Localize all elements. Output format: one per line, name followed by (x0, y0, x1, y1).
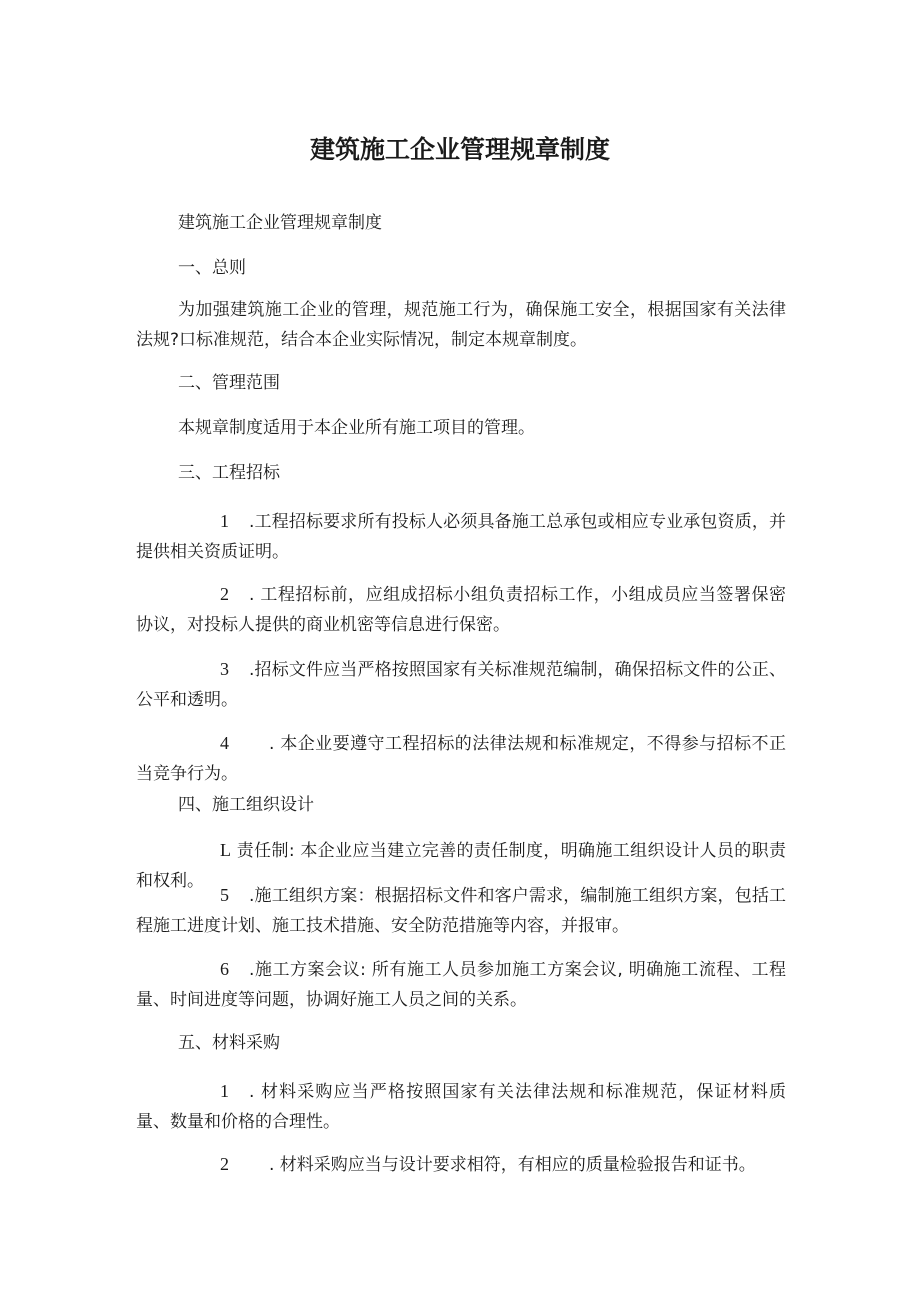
item-text: . 材料采购应当严格按照国家有关法律法规和标准规范，保证材料质量、数量和价格的合理性。 (136, 1082, 786, 1132)
section-heading-bidding: 三、工程招标 (178, 463, 280, 483)
scope-paragraph: 本规章制度适用于本企业所有施工项目的管理。 (178, 418, 535, 438)
item-number: 2 (220, 584, 229, 604)
item-number: 2 (220, 1154, 229, 1174)
document-subtitle: 建筑施工企业管理规章制度 (178, 213, 382, 233)
item-text: . 材料采购应当与设计要求相符，有相应的质量检验报告和证书。 (269, 1155, 756, 1175)
purchasing-item-1 (136, 1076, 786, 1137)
document-title: 建筑施工企业管理规章制度 (309, 135, 610, 164)
bidding-item-2 (136, 579, 786, 640)
section-heading-purchasing: 五、材料采购 (178, 1033, 280, 1053)
item-text: .施工方案会议: 所有施工人员参加施工方案会议, 明确施工流程、工程量、时间进度等问题，协调好施工人员之间的关系。 (136, 960, 786, 1010)
section-heading-general: 一、总则 (178, 258, 246, 278)
item-number: 1 (220, 1081, 229, 1101)
item-text: .施工组织方案：根据招标文件和客户需求，编制施工组织方案，包括工程施工进度计划、施工技术措施、安全防范措施等内容，并报审。 (136, 886, 786, 936)
design-item-5 (136, 880, 786, 941)
item-number: 5 (220, 885, 229, 905)
bidding-item-4 (136, 728, 786, 789)
design-item-6 (136, 954, 786, 1015)
general-paragraph: 为加强建筑施工企业的管理，规范施工行为，确保施工安全，根据国家有关法律法规?口标准规范，结合本企业实际情况，制定本规章制度。 (136, 300, 786, 350)
item-number: 6 (220, 959, 229, 979)
item-text: . 工程招标前，应组成招标小组负责招标工作，小组成员应当签署保密协议，对投标人提供的商业机密等信息进行保密。 (136, 585, 786, 635)
item-number: 4 (220, 733, 229, 753)
item-number: L (220, 840, 231, 860)
item-number: 3 (220, 659, 229, 679)
bidding-item-3 (136, 654, 786, 715)
item-number: 1 (220, 511, 229, 531)
section-heading-scope: 二、管理范围 (178, 373, 280, 393)
item-text: .招标文件应当严格按照国家有关标准规范编制，确保招标文件的公正、公平和透明。 (136, 660, 786, 710)
item-text: .工程招标要求所有投标人必须具备施工总承包或相应专业承包资质，并提供相关资质证明。 (136, 512, 786, 562)
item-text: . 本企业要遵守工程招标的法律法规和标准规定，不得参与招标不正当竞争行为。 (136, 734, 786, 784)
item-text: 责任制: 本企业应当建立完善的责任制度，明确施工组织设计人员的职责和权利。 (136, 841, 786, 891)
section-heading-design: 四、施工组织设计 (178, 795, 314, 815)
purchasing-item-2 (136, 1149, 786, 1180)
bidding-item-1 (136, 506, 786, 567)
